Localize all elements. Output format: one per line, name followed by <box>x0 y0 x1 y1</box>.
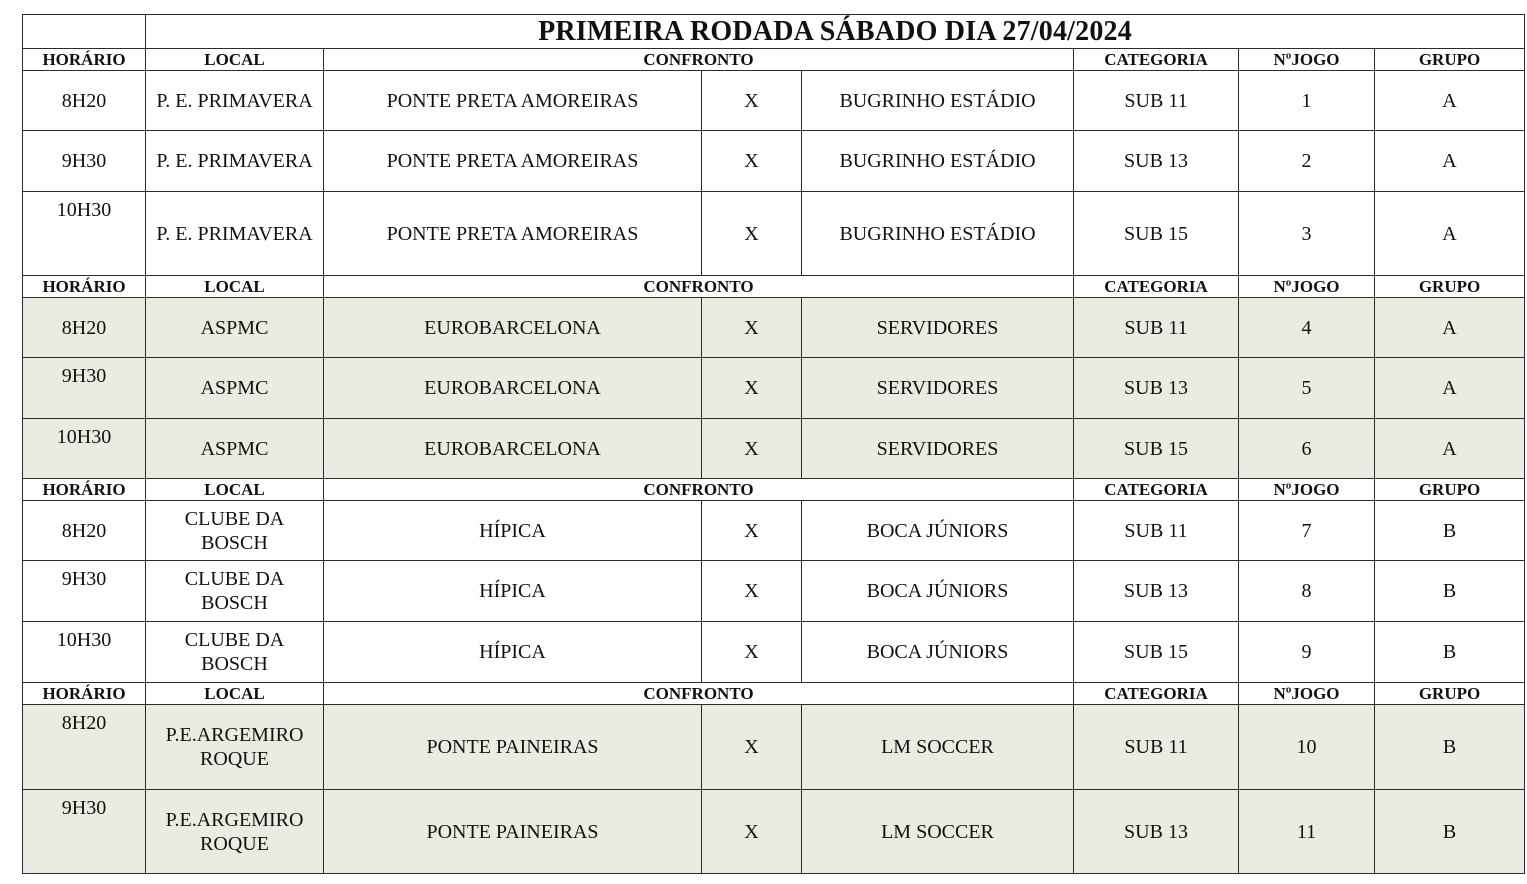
header-local: LOCAL <box>146 276 324 298</box>
horario-cell: 9H30 <box>23 561 146 622</box>
away-team-cell: BOCA JÚNIORS <box>802 622 1074 683</box>
page-title: PRIMEIRA RODADA SÁBADO DIA 27/04/2024 <box>146 15 1525 49</box>
header-categoria: CATEGORIA <box>1074 683 1239 705</box>
jogo-number-cell: 4 <box>1239 298 1375 358</box>
schedule-table <box>22 14 1525 874</box>
away-team-cell: LM SOCCER <box>802 705 1074 790</box>
home-team-cell: PONTE PAINEIRAS <box>324 790 702 874</box>
table-row <box>23 622 1525 683</box>
versus-cell: X <box>702 131 802 192</box>
home-team-cell: EUROBARCELONA <box>324 358 702 419</box>
horario-cell: 8H20 <box>23 705 146 790</box>
horario-cell: 8H20 <box>23 71 146 131</box>
jogo-number-cell: 8 <box>1239 561 1375 622</box>
versus-cell: X <box>702 501 802 561</box>
away-team-cell: BUGRINHO ESTÁDIO <box>802 131 1074 192</box>
header-row <box>23 683 1525 705</box>
local-cell: P. E. PRIMAVERA <box>146 131 324 192</box>
local-cell: CLUBE DA BOSCH <box>146 622 324 683</box>
categoria-cell: SUB 13 <box>1074 131 1239 192</box>
jogo-number-cell: 2 <box>1239 131 1375 192</box>
grupo-cell: B <box>1375 622 1525 683</box>
home-team-cell: PONTE PRETA AMOREIRAS <box>324 71 702 131</box>
header-grupo: GRUPO <box>1375 276 1525 298</box>
horario-cell: 8H20 <box>23 501 146 561</box>
header-row <box>23 479 1525 501</box>
header-grupo: GRUPO <box>1375 683 1525 705</box>
local-cell: P. E. PRIMAVERA <box>146 192 324 276</box>
schedule-sheet <box>22 14 1524 880</box>
categoria-cell: SUB 13 <box>1074 561 1239 622</box>
table-row <box>23 561 1525 622</box>
local-cell: P.E.ARGEMIRO ROQUE <box>146 705 324 790</box>
versus-cell: X <box>702 71 802 131</box>
table-row <box>23 298 1525 358</box>
header-jogo: NºJOGO <box>1239 479 1375 501</box>
home-team-cell: PONTE PAINEIRAS <box>324 705 702 790</box>
local-cell: CLUBE DA BOSCH <box>146 501 324 561</box>
home-team-cell: HÍPICA <box>324 622 702 683</box>
header-local: LOCAL <box>146 683 324 705</box>
header-confronto: CONFRONTO <box>324 276 1074 298</box>
versus-cell: X <box>702 358 802 419</box>
header-confronto: CONFRONTO <box>324 683 1074 705</box>
grupo-cell: A <box>1375 419 1525 479</box>
header-row <box>23 276 1525 298</box>
header-horario: HORÁRIO <box>23 479 146 501</box>
jogo-number-cell: 11 <box>1239 790 1375 874</box>
home-team-cell: HÍPICA <box>324 501 702 561</box>
grupo-cell: B <box>1375 705 1525 790</box>
versus-cell: X <box>702 561 802 622</box>
categoria-cell: SUB 13 <box>1074 790 1239 874</box>
horario-cell: 9H30 <box>23 790 146 874</box>
header-horario: HORÁRIO <box>23 49 146 71</box>
versus-cell: X <box>702 622 802 683</box>
grupo-cell: B <box>1375 501 1525 561</box>
versus-cell: X <box>702 705 802 790</box>
home-team-cell: EUROBARCELONA <box>324 419 702 479</box>
away-team-cell: BOCA JÚNIORS <box>802 561 1074 622</box>
jogo-number-cell: 3 <box>1239 192 1375 276</box>
categoria-cell: SUB 11 <box>1074 298 1239 358</box>
header-categoria: CATEGORIA <box>1074 479 1239 501</box>
away-team-cell: SERVIDORES <box>802 358 1074 419</box>
jogo-number-cell: 6 <box>1239 419 1375 479</box>
horario-cell: 10H30 <box>23 419 146 479</box>
table-row <box>23 131 1525 192</box>
jogo-number-cell: 7 <box>1239 501 1375 561</box>
categoria-cell: SUB 15 <box>1074 419 1239 479</box>
grupo-cell: A <box>1375 192 1525 276</box>
grupo-cell: B <box>1375 561 1525 622</box>
horario-cell: 10H30 <box>23 622 146 683</box>
versus-cell: X <box>702 419 802 479</box>
header-jogo: NºJOGO <box>1239 49 1375 71</box>
categoria-cell: SUB 15 <box>1074 622 1239 683</box>
categoria-cell: SUB 11 <box>1074 705 1239 790</box>
local-cell: ASPMC <box>146 298 324 358</box>
jogo-number-cell: 1 <box>1239 71 1375 131</box>
grupo-cell: A <box>1375 358 1525 419</box>
local-cell: P.E.ARGEMIRO ROQUE <box>146 790 324 874</box>
header-categoria: CATEGORIA <box>1074 276 1239 298</box>
categoria-cell: SUB 11 <box>1074 71 1239 131</box>
header-local: LOCAL <box>146 49 324 71</box>
table-row <box>23 419 1525 479</box>
versus-cell: X <box>702 192 802 276</box>
header-horario: HORÁRIO <box>23 276 146 298</box>
home-team-cell: PONTE PRETA AMOREIRAS <box>324 131 702 192</box>
header-horario: HORÁRIO <box>23 683 146 705</box>
home-team-cell: EUROBARCELONA <box>324 298 702 358</box>
grupo-cell: A <box>1375 131 1525 192</box>
local-cell: ASPMC <box>146 419 324 479</box>
away-team-cell: SERVIDORES <box>802 298 1074 358</box>
table-row <box>23 705 1525 790</box>
local-cell: P. E. PRIMAVERA <box>146 71 324 131</box>
table-row <box>23 501 1525 561</box>
horario-cell: 8H20 <box>23 298 146 358</box>
local-cell: ASPMC <box>146 358 324 419</box>
header-row <box>23 49 1525 71</box>
categoria-cell: SUB 15 <box>1074 192 1239 276</box>
table-row <box>23 358 1525 419</box>
grupo-cell: A <box>1375 71 1525 131</box>
grupo-cell: A <box>1375 298 1525 358</box>
jogo-number-cell: 5 <box>1239 358 1375 419</box>
categoria-cell: SUB 11 <box>1074 501 1239 561</box>
away-team-cell: LM SOCCER <box>802 790 1074 874</box>
horario-cell: 10H30 <box>23 192 146 276</box>
header-jogo: NºJOGO <box>1239 276 1375 298</box>
versus-cell: X <box>702 298 802 358</box>
table-row <box>23 192 1525 276</box>
blank-corner-cell <box>23 15 146 49</box>
table-row <box>23 790 1525 874</box>
away-team-cell: BUGRINHO ESTÁDIO <box>802 192 1074 276</box>
horario-cell: 9H30 <box>23 131 146 192</box>
local-cell: CLUBE DA BOSCH <box>146 561 324 622</box>
header-jogo: NºJOGO <box>1239 683 1375 705</box>
header-grupo: GRUPO <box>1375 479 1525 501</box>
header-confronto: CONFRONTO <box>324 49 1074 71</box>
horario-cell: 9H30 <box>23 358 146 419</box>
away-team-cell: SERVIDORES <box>802 419 1074 479</box>
jogo-number-cell: 10 <box>1239 705 1375 790</box>
home-team-cell: HÍPICA <box>324 561 702 622</box>
table-row <box>23 71 1525 131</box>
away-team-cell: BUGRINHO ESTÁDIO <box>802 71 1074 131</box>
home-team-cell: PONTE PRETA AMOREIRAS <box>324 192 702 276</box>
away-team-cell: BOCA JÚNIORS <box>802 501 1074 561</box>
jogo-number-cell: 9 <box>1239 622 1375 683</box>
header-categoria: CATEGORIA <box>1074 49 1239 71</box>
header-confronto: CONFRONTO <box>324 479 1074 501</box>
header-local: LOCAL <box>146 479 324 501</box>
grupo-cell: B <box>1375 790 1525 874</box>
categoria-cell: SUB 13 <box>1074 358 1239 419</box>
versus-cell: X <box>702 790 802 874</box>
header-grupo: GRUPO <box>1375 49 1525 71</box>
